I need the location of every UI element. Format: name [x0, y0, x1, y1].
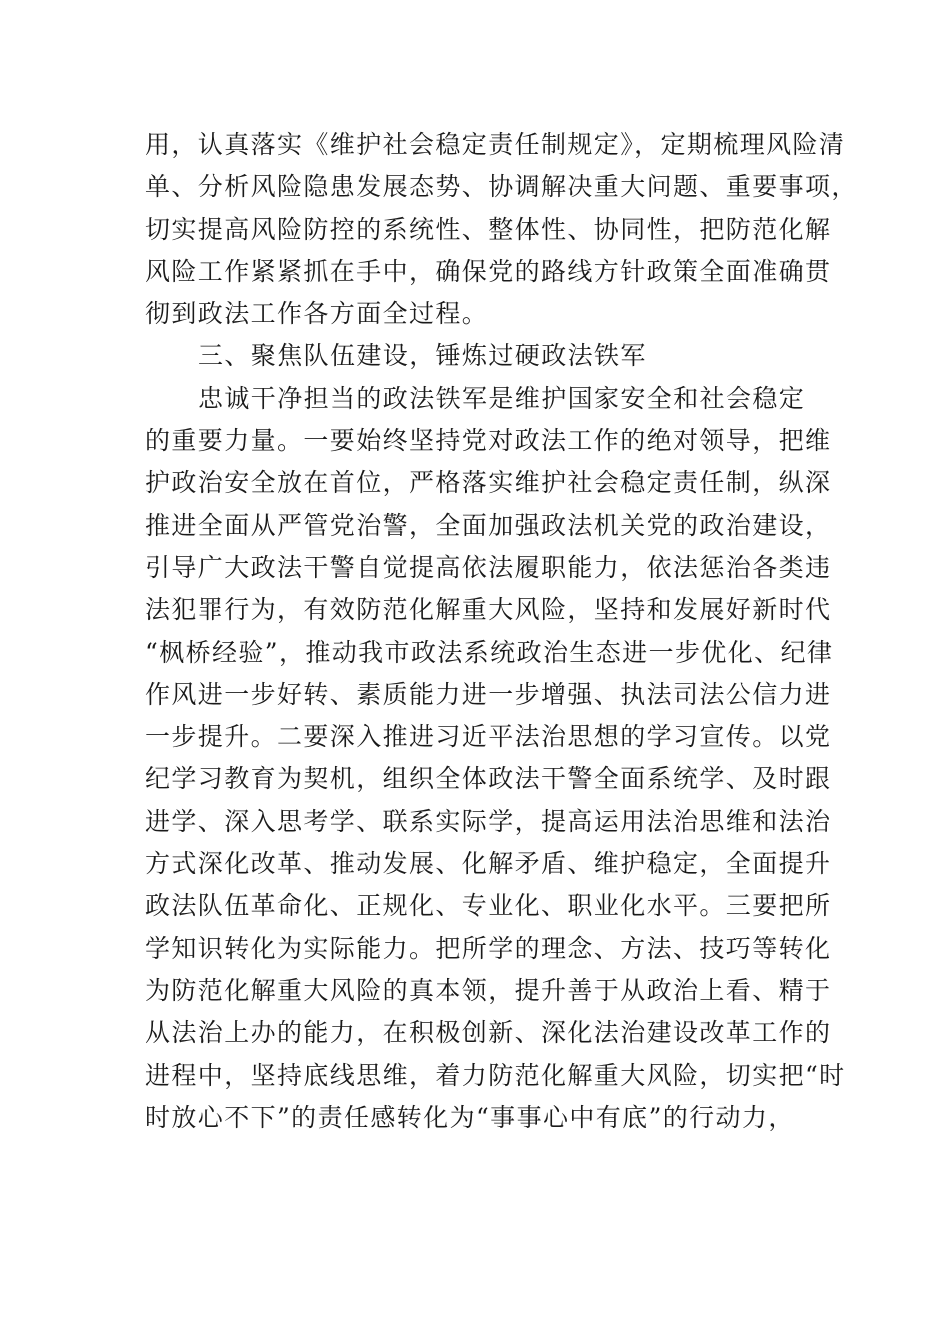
text-line: 从法治上办的能力，在积极创新、深化法治建设改革工作的 — [145, 1018, 832, 1048]
section-heading: 三、聚焦队伍建设，锤炼过硬政法铁军 — [198, 341, 647, 371]
body-text — [145, 124, 858, 1139]
text-line: 的重要力量。一要始终坚持党对政法工作的绝对领导，把维 — [145, 426, 832, 456]
paragraph-first-line: 忠诚干净担当的政法铁军是维护国家安全和社会稳定 — [198, 383, 806, 413]
text-line: 风险工作紧紧抓在手中，确保党的路线方针政策全面准确贯 — [145, 256, 832, 286]
text-line: 政法队伍革命化、正规化、专业化、职业化水平。三要把所 — [145, 891, 832, 921]
text-line: 纪学习教育为契机，组织全体政法干警全面系统学、及时跟 — [145, 764, 832, 794]
text-line: 一步提升。二要深入推进习近平法治思想的学习宣传。以党 — [145, 722, 832, 752]
text-line: 进程中，坚持底线思维，着力防范化解重大风险，切实把“时 — [145, 1060, 846, 1090]
text-line: 进学、深入思考学、联系实际学，提高运用法治思维和法治 — [145, 806, 832, 836]
text-line: 学知识转化为实际能力。把所学的理念、方法、技巧等转化 — [145, 933, 832, 963]
text-line: 护政治安全放在首位，严格落实维护社会稳定责任制，纵深 — [145, 468, 832, 498]
text-line: 时放心不下”的责任感转化为“事事心中有底”的行动力， — [145, 1102, 795, 1132]
text-line: 用，认真落实《维护社会稳定责任制规定》，定期梳理风险清 — [145, 130, 846, 159]
text-line: 方式深化改革、推动发展、化解矛盾、维护稳定，全面提升 — [145, 849, 832, 879]
text-line: 彻到政法工作各方面全过程。 — [145, 299, 489, 329]
text-line: 法犯罪行为，有效防范化解重大风险，坚持和发展好新时代 — [145, 595, 832, 625]
text-line: “枫桥经验”，推动我市政法系统政治生态进一步优化、纪律 — [145, 637, 834, 667]
text-line: 切实提高风险防控的系统性、整体性、协同性，把防范化解 — [145, 214, 832, 244]
text-line: 单、分析风险隐患发展态势、协调解决重大问题、重要事项， — [145, 172, 858, 202]
text-line: 为防范化解重大风险的真本领，提升善于从政治上看、精于 — [145, 975, 832, 1005]
text-line: 作风进一步好转、素质能力进一步增强、执法司法公信力进 — [145, 679, 832, 709]
text-line: 推进全面从严管党治警，全面加强政法机关党的政治建设， — [145, 510, 832, 540]
text-line: 引导广大政法干警自觉提高依法履职能力，依法惩治各类违 — [145, 552, 832, 582]
